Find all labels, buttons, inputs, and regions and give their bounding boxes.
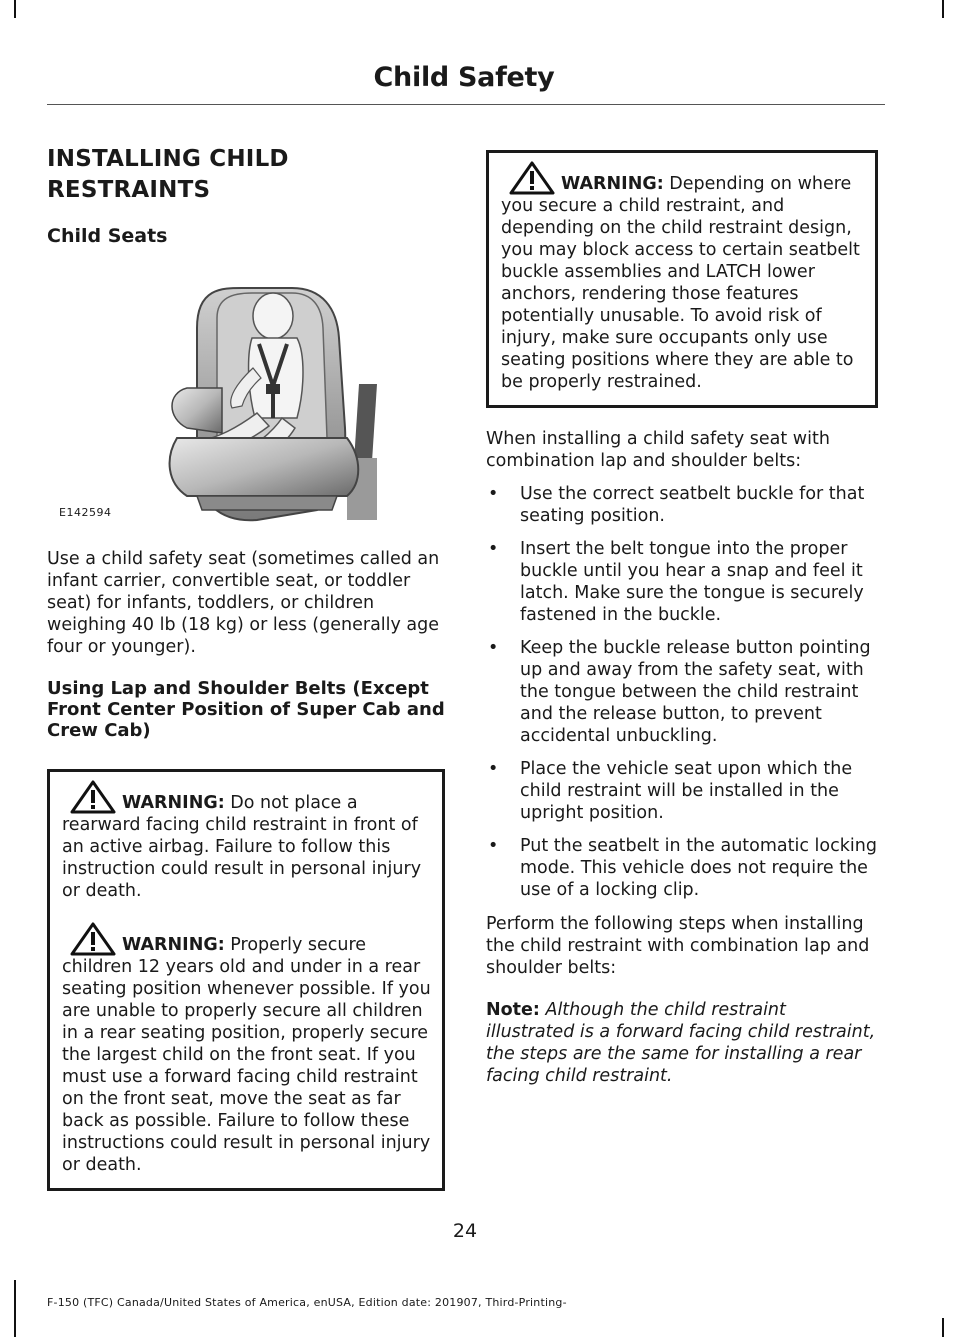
warning-triangle-icon bbox=[70, 922, 116, 956]
bullet-marker: • bbox=[488, 759, 499, 779]
footer-edition-info: F-150 (TFC) Canada/United States of America, enUSA, Edition date: 201907, Third-Printing- bbox=[47, 1296, 567, 1309]
section-title-line2: RESTRAINTS bbox=[47, 177, 211, 203]
warning-box-left bbox=[47, 769, 445, 1191]
page-header-title: Child Safety bbox=[373, 62, 555, 93]
bullet-marker: • bbox=[488, 539, 499, 559]
warning-label: WARNING: bbox=[561, 174, 664, 194]
list-item bbox=[486, 758, 878, 824]
note-text: Although the child restraint illustrated is a forward facing child restraint, the steps are the same for installing a rear facing child restraint. bbox=[486, 1000, 876, 1086]
subheading-lap-shoulder-belts: Using Lap and Shoulder Belts (Except Front Center Position of Super Cab and Crew Cab) bbox=[47, 678, 445, 741]
warning-label: WARNING: bbox=[122, 935, 225, 955]
list-item-text: Use the correct seatbelt buckle for that seating position. bbox=[520, 484, 865, 526]
list-item-text: Place the vehicle seat upon which the child restraint will be installed in the upright position. bbox=[520, 759, 853, 823]
crop-mark-bottom-right bbox=[942, 1318, 944, 1337]
intro-paragraph: Use a child safety seat (sometimes called an infant carrier, convertible seat, or toddler seat) for infants, toddlers, or children weighing 40 lb (18 kg) or less (generally age four or younger). bbox=[47, 549, 440, 657]
section-title bbox=[47, 144, 445, 206]
note-paragraph bbox=[486, 999, 878, 1087]
child-seat-figure bbox=[47, 258, 445, 528]
subheading-child-seats: Child Seats bbox=[47, 225, 168, 247]
warning-text: Depending on where you secure a child restraint, and depending on the child restraint design, you may block access to certain seatbelt buckle assemblies and LATCH lower anchors, rendering those features potentially unusable. To avoid risk of injury, make sure occupants only use seating positions where they are able to be properly restrained. bbox=[501, 174, 860, 392]
steps-intro: Perform the following steps when installing the child restraint with combination lap and shoulder belts: bbox=[486, 914, 870, 978]
list-item bbox=[486, 637, 878, 747]
figure-code: E142594 bbox=[59, 506, 112, 519]
bullet-marker: • bbox=[488, 638, 499, 658]
installation-intro: When installing a child safety seat with combination lap and shoulder belts: bbox=[486, 429, 830, 471]
crop-mark-bottom-left bbox=[14, 1280, 16, 1337]
warning-airbag bbox=[62, 780, 432, 902]
header-divider bbox=[47, 104, 885, 105]
crop-mark-top-left bbox=[14, 0, 16, 18]
warning-rear-seating bbox=[62, 922, 432, 1176]
note-label: Note: bbox=[486, 1000, 540, 1020]
list-item bbox=[486, 835, 878, 901]
section-title-line1: INSTALLING CHILD bbox=[47, 146, 289, 172]
crop-mark-top-right bbox=[942, 0, 944, 18]
list-item-text: Keep the buckle release button pointing up and away from the safety seat, with the tongue between the child restraint and the release button, to prevent accidental unbuckling. bbox=[520, 638, 871, 746]
bullet-marker: • bbox=[488, 484, 499, 504]
warning-text: Properly secure children 12 years old and under in a rear seating position whenever possible. If you are unable to properly secure all children in a rear seating position, properly secure the largest child on the front seat. If you must use a forward facing child restraint on the front seat, move the seat as far back as possible. Failure to follow these instructions could result in personal injury or death. bbox=[62, 935, 431, 1175]
warning-label: WARNING: bbox=[122, 793, 225, 813]
child-seat-illustration bbox=[47, 258, 445, 528]
warning-latch-access bbox=[501, 161, 865, 393]
warning-box-right bbox=[486, 150, 878, 408]
warning-triangle-icon bbox=[70, 780, 116, 814]
list-item-text: Insert the belt tongue into the proper buckle until you hear a snap and feel it latch. Make sure the tongue is securely fastened in the buckle. bbox=[520, 539, 864, 625]
right-column bbox=[486, 150, 878, 1087]
list-item bbox=[486, 538, 878, 626]
list-item bbox=[486, 483, 878, 527]
warning-text: Do not place a rearward facing child restraint in front of an active airbag. Failure to follow this instruction could result in personal injury or death. bbox=[62, 793, 422, 901]
bullet-marker: • bbox=[488, 836, 499, 856]
list-item-text: Put the seatbelt in the automatic locking mode. This vehicle does not require the use of a locking clip. bbox=[520, 836, 877, 900]
left-column bbox=[47, 144, 445, 1191]
warning-triangle-icon bbox=[509, 161, 555, 195]
installation-bullets bbox=[486, 483, 878, 901]
page-number: 24 bbox=[452, 1220, 478, 1242]
